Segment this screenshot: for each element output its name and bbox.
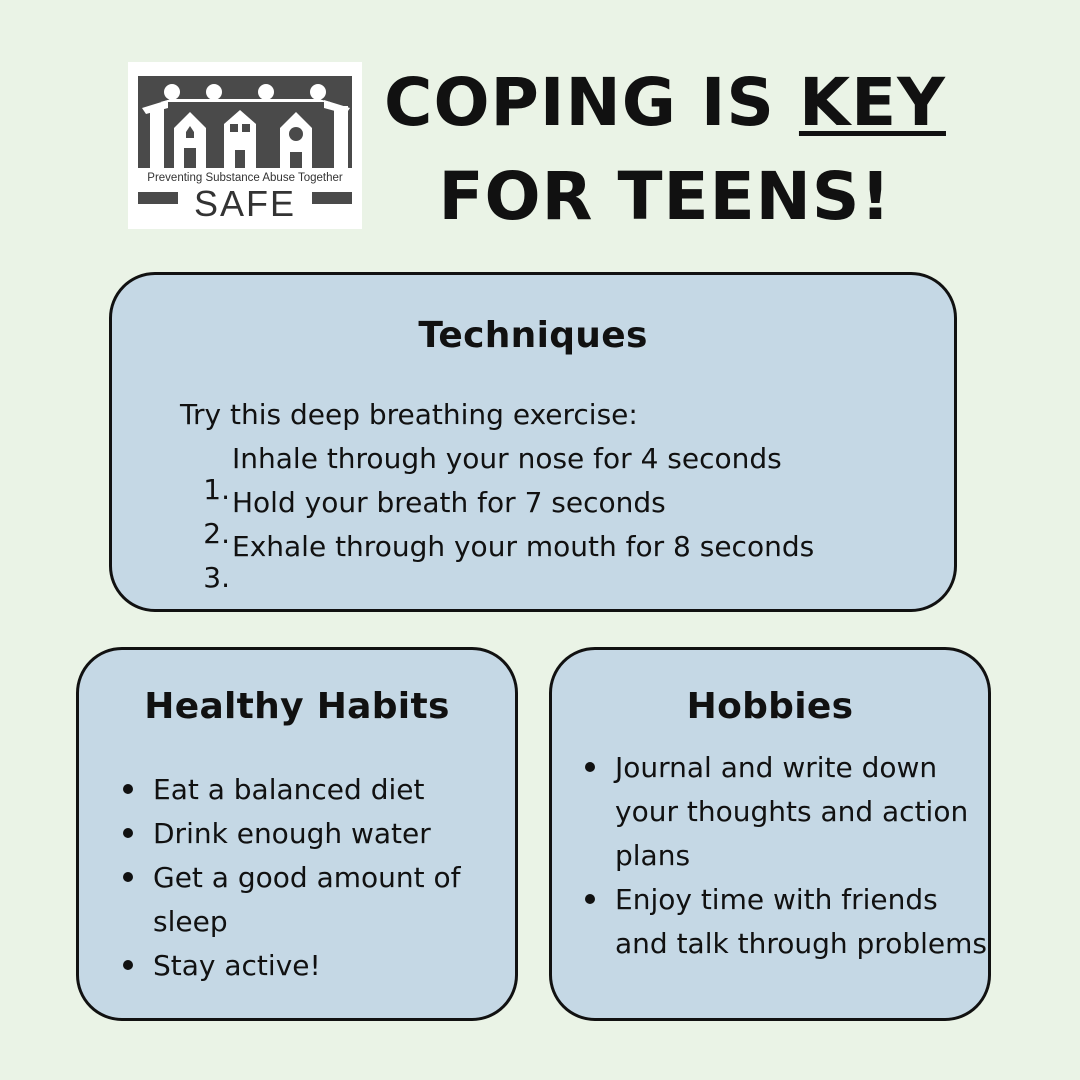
safe-logo (128, 62, 362, 229)
bullet-icon (123, 960, 133, 970)
breathing-step (203, 525, 815, 594)
step-number: 3. (203, 561, 230, 594)
list-item-text: Drink enough water (153, 817, 431, 850)
healthy-habits-list (153, 768, 503, 988)
bullet-icon (585, 894, 595, 904)
healthy-habits-card (76, 647, 518, 1021)
bullet-icon (123, 828, 133, 838)
list-item-text: Get a good amount of sleep (153, 861, 461, 938)
step-text: Inhale through your nose for 4 seconds (232, 442, 782, 475)
list-item (615, 746, 987, 878)
list-item (153, 768, 503, 812)
hobbies-heading: Hobbies (686, 686, 854, 727)
title-prefix: COPING IS (384, 64, 799, 141)
bullet-icon (123, 784, 133, 794)
hobbies-list (615, 746, 987, 966)
step-number: 1. (203, 473, 230, 506)
step-number: 2. (203, 517, 230, 550)
hobbies-card (549, 647, 991, 1021)
techniques-intro: Try this deep breathing exercise: (180, 398, 638, 431)
title-line-2: FOR TEENS! (438, 158, 892, 235)
list-item-text: Eat a balanced diet (153, 773, 425, 806)
step-text: Exhale through your mouth for 8 seconds (232, 530, 815, 563)
list-item-text: Journal and write down your thoughts and action plans (615, 751, 969, 872)
bullet-icon (585, 762, 595, 772)
step-text: Hold your breath for 7 seconds (232, 486, 666, 519)
page-title (380, 56, 950, 244)
list-item (153, 944, 503, 988)
logo-name: SAFE (193, 183, 297, 224)
title-emphasis: KEY (798, 64, 946, 141)
list-item (153, 812, 503, 856)
techniques-heading: Techniques (418, 315, 648, 356)
list-item-text: Stay active! (153, 949, 321, 982)
list-item (153, 856, 503, 944)
breathing-steps-list (203, 437, 815, 594)
list-item-text: Enjoy time with friends and talk through problems (615, 883, 987, 960)
title-line-1 (380, 56, 950, 150)
list-item (615, 878, 987, 966)
bullet-icon (123, 872, 133, 882)
healthy-habits-heading: Healthy Habits (144, 686, 450, 727)
techniques-card (109, 272, 957, 612)
logo-tagline: Preventing Substance Abuse Together (147, 172, 343, 184)
